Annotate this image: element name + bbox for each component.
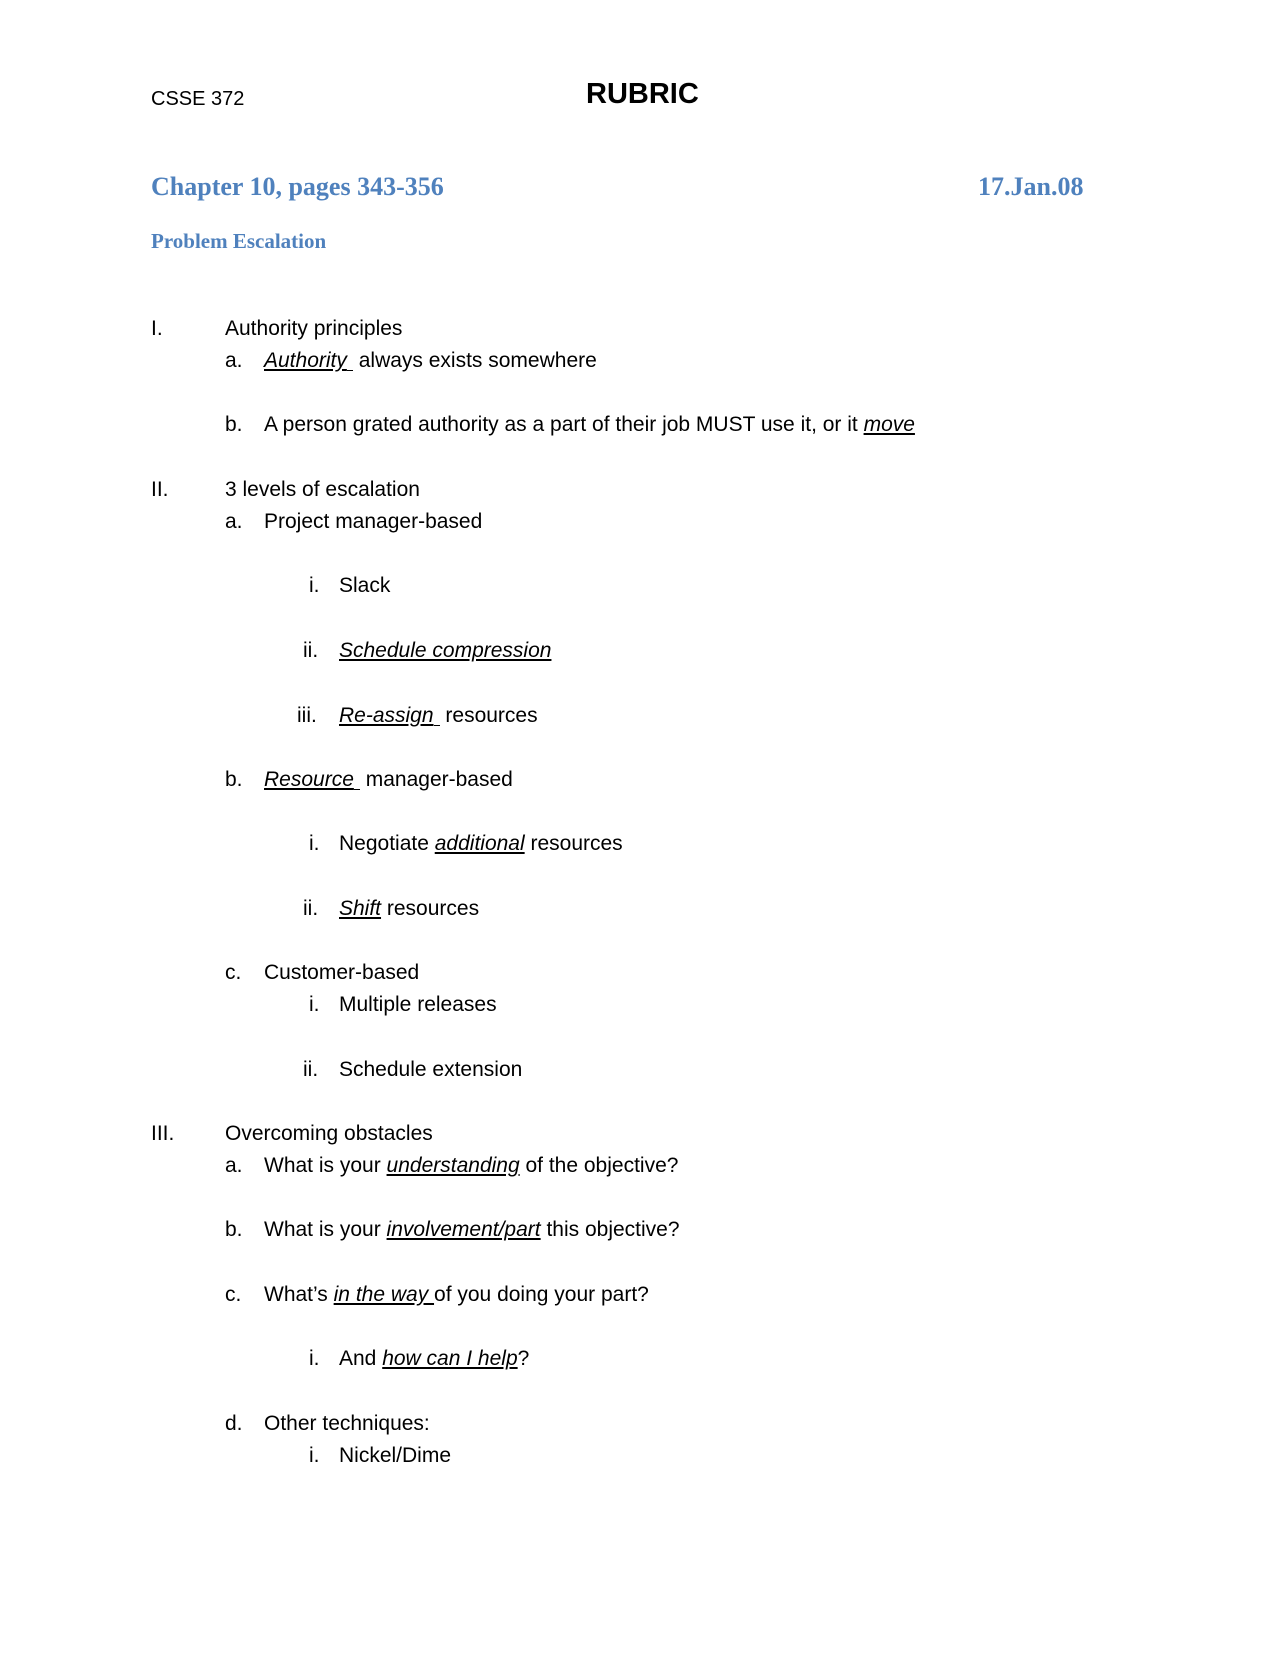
blank-answer: understanding	[386, 1154, 520, 1177]
outline-text: Multiple releases	[339, 993, 497, 1016]
outline-marker: ii.	[303, 897, 319, 920]
outline-marker: a.	[225, 349, 243, 372]
section-heading: Problem Escalation	[151, 229, 327, 253]
chapter-heading: Chapter 10, pages 343-356	[151, 172, 444, 201]
blank-answer: Resource	[264, 768, 354, 791]
outline-text: And	[339, 1347, 383, 1370]
blank-answer: Schedule compression	[339, 639, 552, 662]
outline-text: Overcoming obstacles	[225, 1122, 433, 1145]
outline-marker: i.	[309, 993, 320, 1016]
outline-text: resources	[381, 897, 480, 920]
outline-marker: d.	[225, 1412, 243, 1435]
outline-text: of the objective?	[519, 1154, 679, 1177]
outline-marker: i.	[309, 574, 320, 597]
outline-marker: i.	[309, 832, 320, 855]
outline-text: What is your	[264, 1154, 387, 1177]
outline-text: resources	[524, 832, 623, 855]
blank-answer: how can I help	[382, 1347, 518, 1370]
blank-underline	[347, 353, 353, 371]
outline-text: ?	[517, 1347, 530, 1370]
outline-text: Authority principles	[225, 317, 403, 340]
outline-text: Slack	[339, 574, 391, 597]
outline-marker: i.	[309, 1444, 320, 1467]
blank-underline	[434, 708, 440, 726]
outline-text: of you doing your part?	[434, 1283, 649, 1306]
outline-marker: i.	[309, 1347, 320, 1370]
outline-text: Customer-based	[264, 961, 420, 984]
outline-text: this objective?	[540, 1218, 680, 1241]
outline-marker: c.	[225, 1283, 242, 1306]
outline-marker: I.	[151, 317, 163, 340]
outline-text: Nickel/Dime	[339, 1444, 452, 1467]
outline-text: What is your	[264, 1218, 387, 1241]
outline-text: Other techniques:	[264, 1412, 430, 1435]
outline-marker: a.	[225, 510, 243, 533]
blank-answer: in the way	[333, 1283, 435, 1306]
outline-marker: iii.	[297, 704, 317, 727]
blank-answer: involvement/part	[386, 1218, 541, 1241]
outline-marker: ii.	[303, 1058, 319, 1081]
outline-marker: a.	[225, 1154, 243, 1177]
chapter-date: 17.Jan.08	[978, 172, 1084, 201]
blank-answer: Shift	[339, 897, 382, 920]
course-code: CSSE 372	[151, 88, 245, 110]
outline-text: A person grated authority as a part of their job MUST use it, or it	[264, 413, 864, 436]
outline-text: 3 levels of escalation	[225, 478, 420, 501]
outline-marker: ii.	[303, 639, 319, 662]
outline-text: resources	[445, 704, 538, 727]
outline-marker: II.	[151, 478, 169, 501]
blank-underline	[354, 772, 360, 790]
outline-marker: b.	[225, 1218, 243, 1241]
outline-text: Project manager-based	[264, 510, 483, 533]
outline-marker: b.	[225, 413, 243, 436]
outline-text: Negotiate	[339, 832, 435, 855]
outline-text: always exists somewhere	[358, 349, 597, 372]
outline-marker: c.	[225, 961, 242, 984]
outline-marker: b.	[225, 768, 243, 791]
blank-answer: additional	[434, 832, 525, 855]
outline-text: manager-based	[365, 768, 513, 791]
page-title: RUBRIC	[586, 78, 699, 110]
outline-text: Schedule extension	[339, 1058, 523, 1081]
outline-marker: III.	[151, 1122, 175, 1145]
blank-answer: move	[863, 413, 915, 436]
outline-text: What’s	[264, 1283, 334, 1306]
blank-answer: Authority	[264, 349, 347, 372]
blank-answer: Re-assign	[339, 704, 434, 727]
